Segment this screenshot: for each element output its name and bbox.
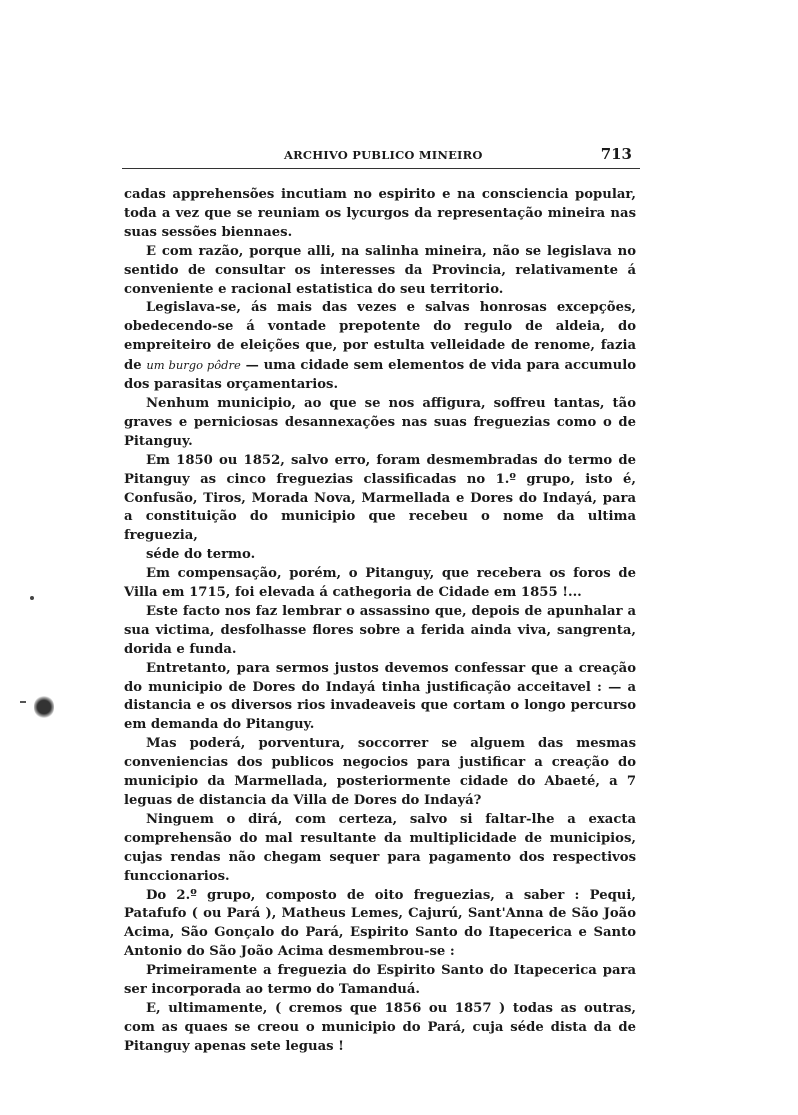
paragraph: Em 1850 ou 1852, salvo erro, foram desmembradas do termo de Pitanguy as cinco freguezias classificadas no 1.º grupo, isto é, Confusão, Tiros, Morada Nova, Marmellada e Dores do Indayá, para a constituição do municipio que recebeu o nome da ultima freguezia, [124, 452, 636, 544]
paragraph: Do 2.º grupo, composto de oito freguezias, a saber : Pequi, Patafufo ( ou Pará ), Matheus Lemes, Cajurú, Sant'Anna de São João Acima, São Gonçalo do Pará, Espirito Santo do Itapecerica e Santo Antonio do São João Acima desmembrou-se : [124, 887, 636, 960]
paragraph: E com razão, porque alli, na salinha mineira, não se legislava no sentido de consultar os interesses da Provincia, relativamente á conveniente e racional estatistica do seu territorio. [124, 243, 636, 297]
paragraph: Mas poderá, porventura, soccorrer se alguem das mesmas conveniencias dos publicos negocios para justificar a creação do municipio da Marmellada, posteriormente cidade do Abaeté, a 7 leguas de distancia da Villa de Dores do Indayá? [124, 736, 636, 808]
paragraph: Em compensação, porém, o Pitanguy, que recebera os foros de Villa em 1715, foi elevada á cathegoria de Cidade em 1855 !... [124, 566, 636, 601]
scan-speck [30, 596, 34, 600]
paragraph: Ninguem o dirá, com certeza, salvo si faltar-lhe a exacta comprehensão do mal resultante da multiplicidade de municipios, cujas rendas não chegam sequer para pagamento dos respectivos funccionarios. [124, 811, 636, 884]
paragraph: Este facto nos faz lembrar o assassino que, depois de apunhalar a sua victima, desfolhasse flores sobre a ferida ainda viva, sangrenta, dorida e funda. [124, 603, 636, 657]
running-header [122, 146, 640, 169]
paragraph: Entretanto, para sermos justos devemos confessar que a creação do municipio de Dores do Indayá tinha justificação acceitavel : — a distancia e os diversos rios invadeaveis que cortam o longo percurso em demanda do Pitanguy. [124, 660, 636, 733]
paragraph: Nenhum municipio, ao que se nos affigura, soffreu tantas, tão graves e perniciosas desannexações nas suas freguezias como o de Pitanguy. [124, 395, 636, 449]
scan-mark [20, 701, 26, 703]
body-text [124, 186, 636, 1057]
ink-blot [34, 696, 54, 718]
paragraph [124, 299, 636, 395]
italic-phrase: um burgo pôdre [146, 358, 241, 373]
paragraph: E, ultimamente, ( cremos que 1856 ou 1857 ) todas as outras, com as quaes se creou o municipio do Pará, cuja séde dista da de Pitanguy apenas sete leguas ! [124, 1000, 636, 1054]
paragraph: Primeiramente a freguezia do Espirito Santo do Itapecerica para ser incorporada ao termo do Tamanduá. [124, 963, 636, 998]
paragraph-text: Legislava-se, ás mais das vezes e salvas honrosas excepções, obedecendo-se á vontade prepotente do regulo de aldeia, do empreiteiro de eleições que, por estulta velleidade de renome, fazia de [124, 300, 636, 374]
paragraph-text: — uma cidade sem elementos de vida para accumulo dos parasitas orçamentarios. [124, 358, 637, 393]
paragraph-continuation: séde do termo. [146, 547, 256, 563]
paragraph: cadas apprehensões incutiam no espirito e na consciencia popular, toda a vez que se reuniam os lycurgos da representação mineira nas suas sessões biennaes. [124, 187, 636, 240]
page-number: 713 [600, 145, 632, 163]
running-title: ARCHIVO PUBLICO MINEIRO [284, 148, 483, 162]
